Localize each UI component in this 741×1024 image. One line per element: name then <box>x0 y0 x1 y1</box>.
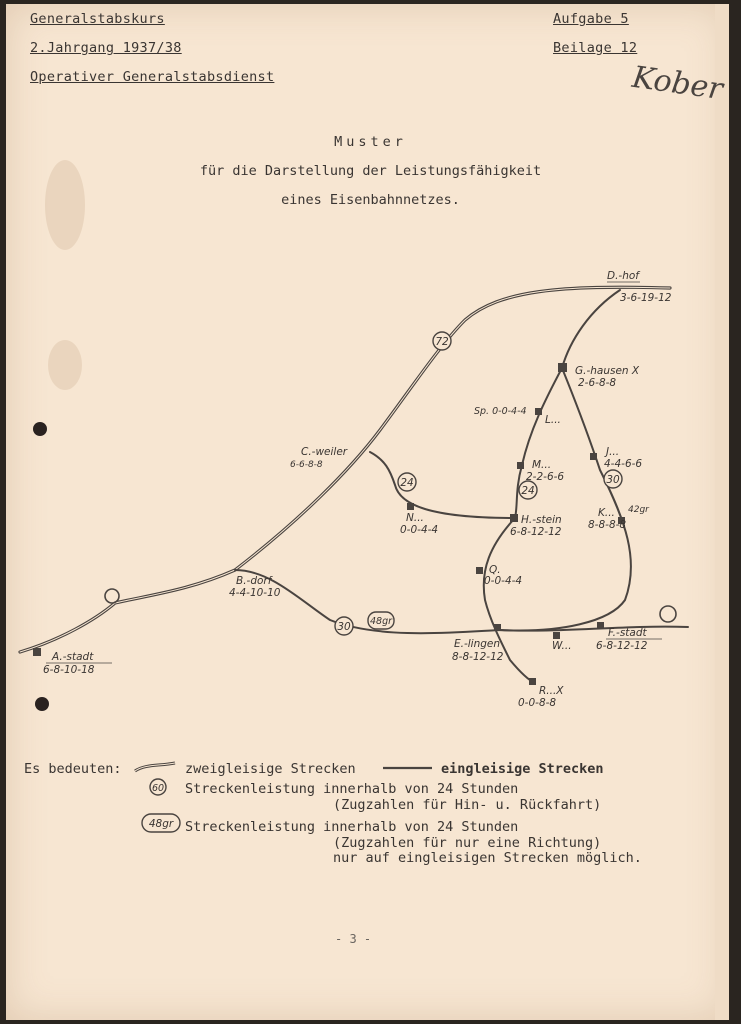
legend-capacity2-line-2: (Zugzahlen für nur eine Richtung) <box>333 835 602 851</box>
title-line-2: für die Darstellung der Leistungsfähigkeit <box>199 163 542 179</box>
capacity-marker <box>433 332 451 350</box>
capacity-label: 48gr <box>369 616 393 627</box>
station-marker <box>558 363 567 372</box>
handwritten-signature: Kober <box>630 59 725 108</box>
legend-sample-48gr <box>142 814 180 832</box>
station-name: M... <box>532 459 552 471</box>
station-marker <box>553 632 560 639</box>
course-year: 2.Jahrgang 1937/38 <box>30 40 182 56</box>
station-capacity: 4-4-6-6 <box>604 458 643 470</box>
capacity-marker <box>519 481 537 499</box>
legend-sample-60 <box>150 779 166 795</box>
station-name: F.-stadt <box>608 627 647 639</box>
station-capacity: 0-0-8-8 <box>518 697 557 709</box>
station-marker <box>33 648 41 656</box>
attachment-number: Beilage 12 <box>553 40 638 56</box>
station-name: Q. <box>489 564 501 576</box>
legend-capacity2-line-3: nur auf eingleisigen Strecken möglich. <box>333 850 642 866</box>
legend-intro: Es bedeuten: <box>24 761 122 777</box>
course-title: Generalstabskurs <box>30 11 165 27</box>
capacity-marker <box>604 470 622 488</box>
station-marker <box>590 453 597 460</box>
station-name: C.-weiler <box>301 446 348 458</box>
capacity-marker <box>368 612 394 629</box>
capacity-label: 72 <box>435 336 449 348</box>
station-capacity: 2-6-8-8 <box>578 377 617 389</box>
legend-double-track-label: zweigleisige Strecken <box>185 761 356 777</box>
station-marker <box>476 567 483 574</box>
station-capacity: 6-8-10-18 <box>43 664 95 676</box>
station-name: W... <box>552 640 572 652</box>
station-capacity: 6-8-12-12 <box>596 640 648 652</box>
legend-capacity2-line-1: Streckenleistung innerhalb von 24 Stunden <box>185 819 519 835</box>
station-capacity: 2-2-6-6 <box>526 471 565 483</box>
service-title: Operativer Generalstabsdienst <box>30 69 275 85</box>
station-marker <box>494 624 501 631</box>
station-name: K... <box>598 507 615 519</box>
station-marker <box>407 503 414 510</box>
station-marker <box>510 514 518 522</box>
station-marker <box>529 678 536 685</box>
line-end-circle <box>660 606 676 622</box>
single-track-line <box>235 570 688 633</box>
station-capacity: 6-6-8-8 <box>290 460 323 470</box>
legend-capacity-line-1: Streckenleistung innerhalb von 24 Stunden <box>185 781 519 797</box>
capacity-marker <box>398 473 416 491</box>
station-name: E.-lingen <box>454 638 501 650</box>
station-capacity: 8-8-12-12 <box>452 651 504 663</box>
page-number: - 3 - <box>335 932 372 946</box>
station-capacity: L... <box>545 414 561 426</box>
station-marker <box>597 622 604 629</box>
svg-text:60: 60 <box>151 783 165 794</box>
capacity-label: 42gr <box>628 505 649 515</box>
station-marker <box>535 408 542 415</box>
title-line-1: Muster <box>334 134 407 150</box>
station-name: R...X <box>539 685 564 697</box>
station-name: B.-dorf <box>236 575 272 587</box>
single-track-line <box>370 452 515 518</box>
svg-text:48gr: 48gr <box>148 818 174 830</box>
legend-single-track-label: eingleisige Strecken <box>441 761 604 777</box>
single-track-line <box>562 290 620 368</box>
station-name: Sp. 0-0-4-4 <box>474 406 527 417</box>
capacity-marker <box>335 617 353 635</box>
station-capacity: 0-0-4-4 <box>484 575 523 587</box>
task-number: Aufgabe 5 <box>553 11 629 27</box>
legend-capacity-line-2: (Zugzahlen für Hin- u. Rückfahrt) <box>333 797 602 813</box>
station-capacity: 3-6-19-12 <box>620 292 672 304</box>
station-capacity: 4-4-10-10 <box>229 587 281 599</box>
capacity-label: 24 <box>521 485 535 497</box>
station-name: N... <box>406 512 424 524</box>
station-capacity: 0-0-4-4 <box>400 524 439 536</box>
capacity-label: 24 <box>400 477 414 489</box>
station-name: A.-stadt <box>52 651 94 663</box>
station-name: H.-stein <box>521 514 562 526</box>
station-capacity: 8-8-8-8 <box>588 519 627 531</box>
station-name: D.-hof <box>607 270 639 282</box>
station-name: G.-hausen X <box>575 365 640 377</box>
line-end-circle <box>105 589 119 603</box>
capacity-label: 30 <box>606 474 620 486</box>
title-line-3: eines Eisenbahnnetzes. <box>281 192 460 208</box>
capacity-label: 30 <box>337 621 351 633</box>
station-marker <box>517 462 524 469</box>
station-name: J... <box>606 446 620 458</box>
station-capacity: 6-8-12-12 <box>510 526 562 538</box>
